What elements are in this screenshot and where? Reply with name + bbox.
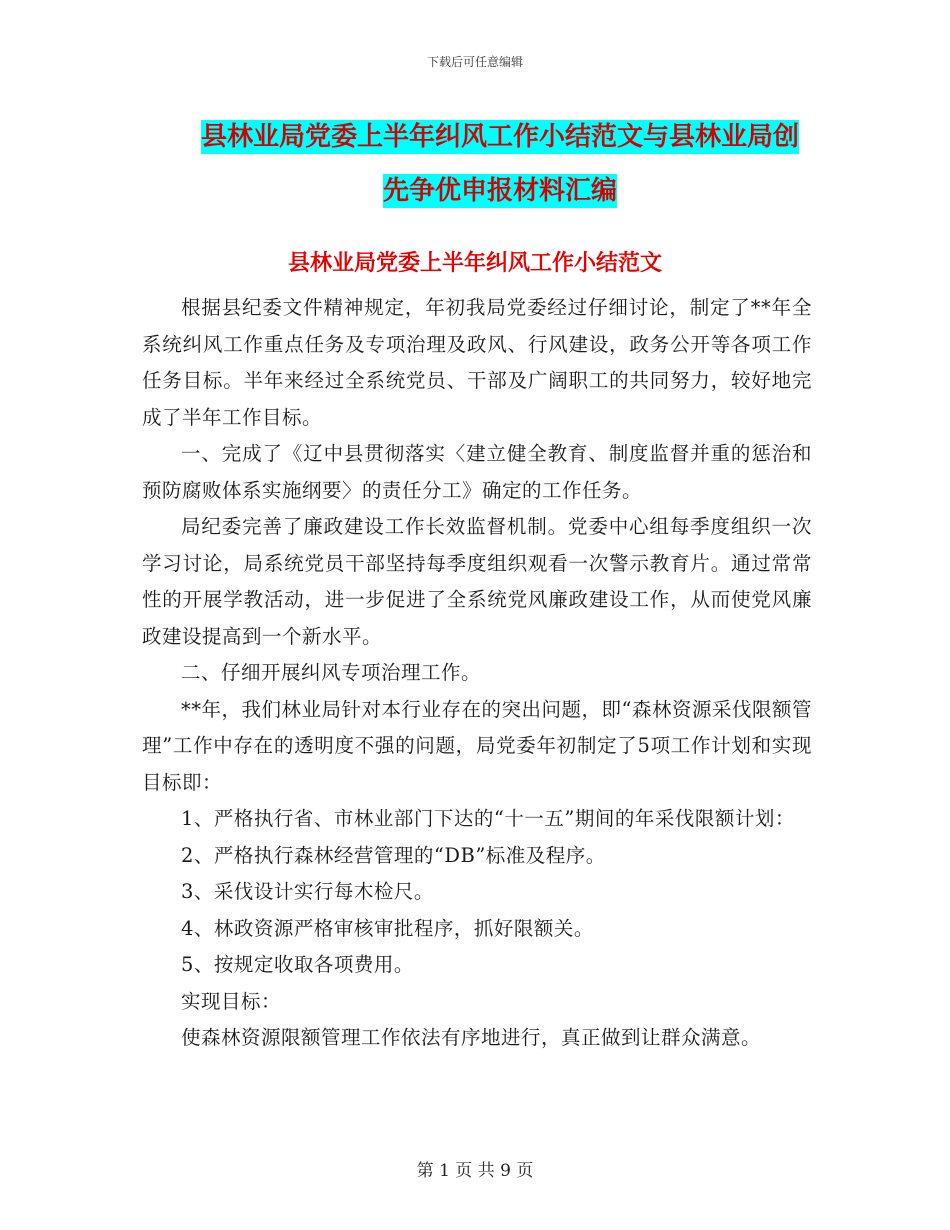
paragraph: 根据县纪委文件精神规定，年初我局党委经过仔细讨论，制定了**年全系统纠风工作重点任务及专项治理及政风、行风建设，政务公开等各项工作任务目标。半年来经过全系统党员、干部及广阔职工的共同努力，较好地完成了半年工作目标。 — [142, 296, 812, 429]
paragraph: 5、按规定收取各项费用。 — [181, 953, 414, 976]
title-line-1: 县林业局党委上半年纠风工作小结范文与县林业局创 — [200, 122, 799, 152]
header-note: 下载后可任意编辑 — [426, 55, 523, 69]
paragraph: 3、采伐设计实行每木检尺。 — [181, 880, 434, 903]
paragraph: **年，我们林业局针对本行业存在的突出问题，即“森林资源采伐限额管理”工作中存在的透明度不强的问题，局党委年初制定了5项工作计划和实现目标即： — [142, 697, 812, 794]
document-body — [142, 290, 812, 1057]
document-title — [140, 110, 860, 218]
page-footer: 第 1 页 共 9 页 — [416, 1161, 534, 1181]
paragraph: 二、仔细开展纠风专项治理工作。 — [181, 661, 482, 684]
section-title: 县林业局党委上半年纠风工作小结范文 — [287, 251, 662, 276]
paragraph: 1、严格执行省、市林业部门下达的“十一五”期间的年采伐限额计划： — [181, 807, 795, 830]
paragraph: 实现目标： — [181, 989, 282, 1013]
paragraph: 2、严格执行森林经营管理的“DB”标准及程序。 — [181, 843, 606, 867]
paragraph: 4、林政资源严格审核审批程序，抓好限额关。 — [181, 916, 594, 940]
title-line-2: 先争优申报材料汇编 — [382, 176, 617, 206]
paragraph: 局纪委完善了廉政建设工作长效监督机制。党委中心组每季度组织一次学习讨论，局系统党员干部坚持每季度组织观看一次警示教育片。通过常常性的开展学教活动，进一步促进了全系统党风廉政建设工作，从而使党风廉政建设提高到一个新水平。 — [142, 515, 812, 648]
paragraph: 使森林资源限额管理工作依法有序地进行，真正做到让群众满意。 — [181, 1026, 762, 1049]
paragraph: 一、完成了《辽中县贯彻落实〈建立健全教育、制度监督并重的惩治和预防腐败体系实施纲要〉的责任分工》确定的工作任务。 — [142, 442, 812, 502]
